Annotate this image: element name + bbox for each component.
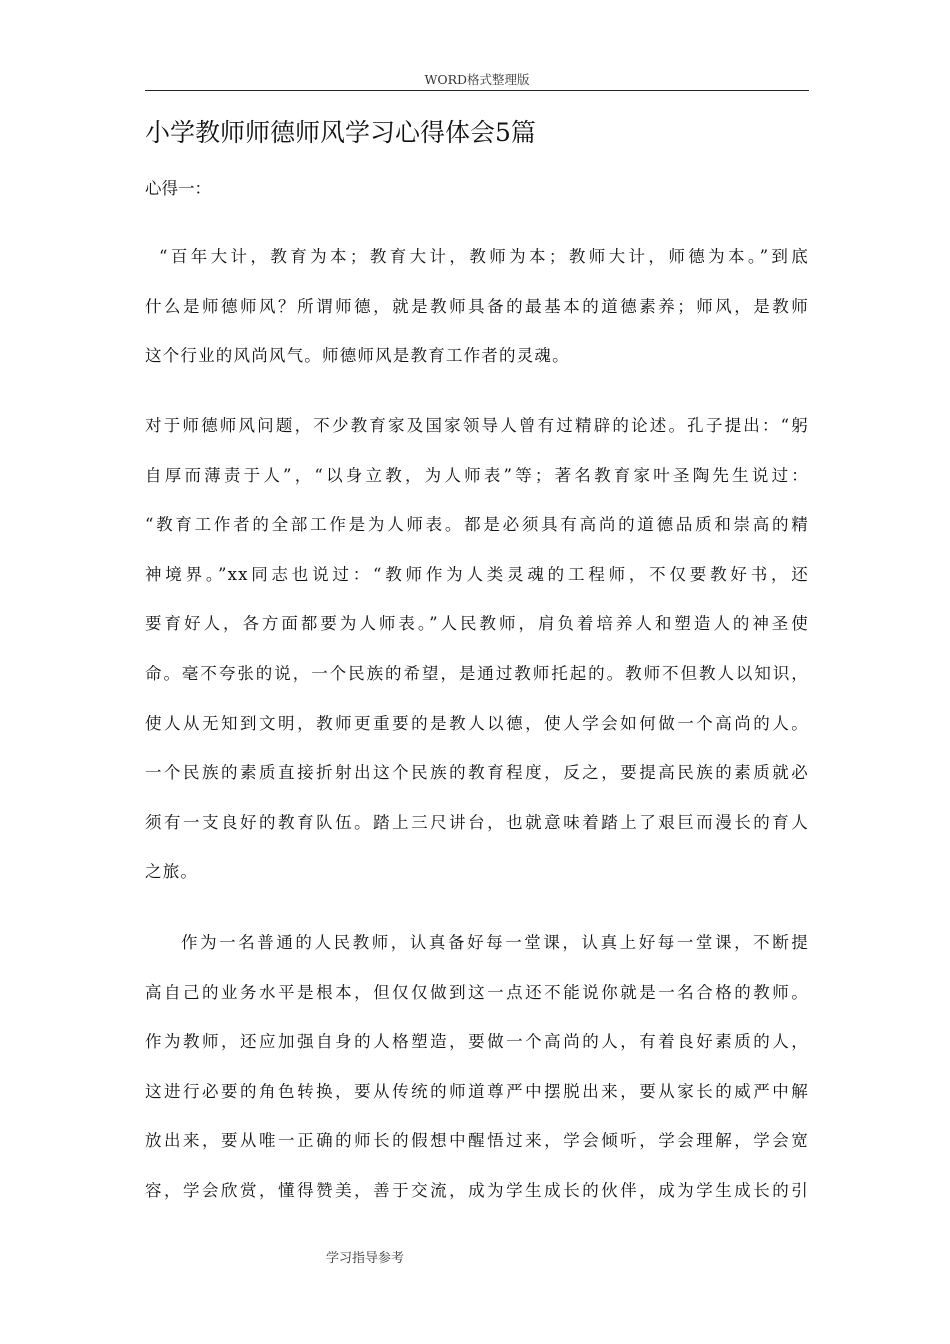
page-header xyxy=(145,72,809,91)
paragraph-line: 容，学会欣赏，懂得赞美，善于交流，成为学生成长的伙伴，成为学生成长的引 xyxy=(145,1180,809,1200)
paragraph-line: 这个行业的风尚风气。师德师风是教育工作者的灵魂。 xyxy=(145,346,570,366)
paragraph-2 xyxy=(145,410,809,906)
paragraph-line: 自厚而薄责于人”，“以身立教，为人师表”等；著名教育家叶圣陶先生说过： xyxy=(145,465,809,485)
document-title: 小学教师师德师风学习心得体会5篇 xyxy=(145,118,536,147)
paragraph-line: 一个民族的素质直接折射出这个民族的教育程度，反之，要提高民族的素质就必 xyxy=(145,763,809,783)
paragraph-line: 放出来，要从唯一正确的师长的假想中醒悟过来，学会倾听，学会理解，学会宽 xyxy=(145,1131,809,1151)
paragraph-line: “教育工作者的全部工作是为人师表。都是必须具有高尚的道德品质和崇高的精 xyxy=(145,515,809,535)
section-heading: 心得一： xyxy=(145,179,211,198)
paragraph-line: 对于师德师风问题，不少教育家及国家领导人曾有过精辟的论述。孔子提出：“躬 xyxy=(145,416,809,435)
paragraph-line: 命。毫不夸张的说，一个民族的希望，是通过教师托起的。教师不但教人以知识， xyxy=(145,663,809,683)
paragraph-line: 什么是师德师风？所谓师德，就是教师具备的最基本的道德素养；师风，是教师 xyxy=(145,296,809,316)
paragraph-line: 要育好人，各方面都要为人师表。”人民教师，肩负着培养人和塑造人的神圣使 xyxy=(145,614,809,634)
paragraph-line: 须有一支良好的教育队伍。踏上三尺讲台，也就意味着踏上了艰巨而漫长的育人 xyxy=(145,812,809,832)
paragraph-line: 神境界。”xx同志也说过：“教师作为人类灵魂的工程师，不仅要教好书，还 xyxy=(145,564,809,584)
paragraph-line: 高自己的业务水平是根本，但仅仅做到这一点还不能说你就是一名合格的教师。 xyxy=(145,982,809,1002)
paragraph-line: “百年大计，教育为本；教育大计，教师为本；教师大计，师德为本。”到底 xyxy=(159,247,809,266)
paragraph-line: 使人从无知到文明，教师更重要的是教人以德，使人学会如何做一个高尚的人。 xyxy=(145,713,809,733)
paragraph-line: 之旅。 xyxy=(145,862,199,882)
paragraph-3 xyxy=(145,927,809,1225)
paragraph-line: 这进行必要的角色转换，要从传统的师道尊严中摆脱出来，要从家长的威严中解 xyxy=(145,1081,809,1101)
footer-text: 学习指导参考 xyxy=(326,1251,405,1266)
header-text: WORD格式整理版 xyxy=(424,72,530,87)
paragraph-line: 作为教师，还应加强自身的人格塑造，要做一个高尚的人，有着良好素质的人， xyxy=(145,1032,809,1052)
page-footer xyxy=(326,1250,404,1268)
paragraph-1 xyxy=(145,241,809,390)
paragraph-line: 作为一名普通的人民教师，认真备好每一堂课，认真上好每一堂课，不断提 xyxy=(181,933,809,952)
